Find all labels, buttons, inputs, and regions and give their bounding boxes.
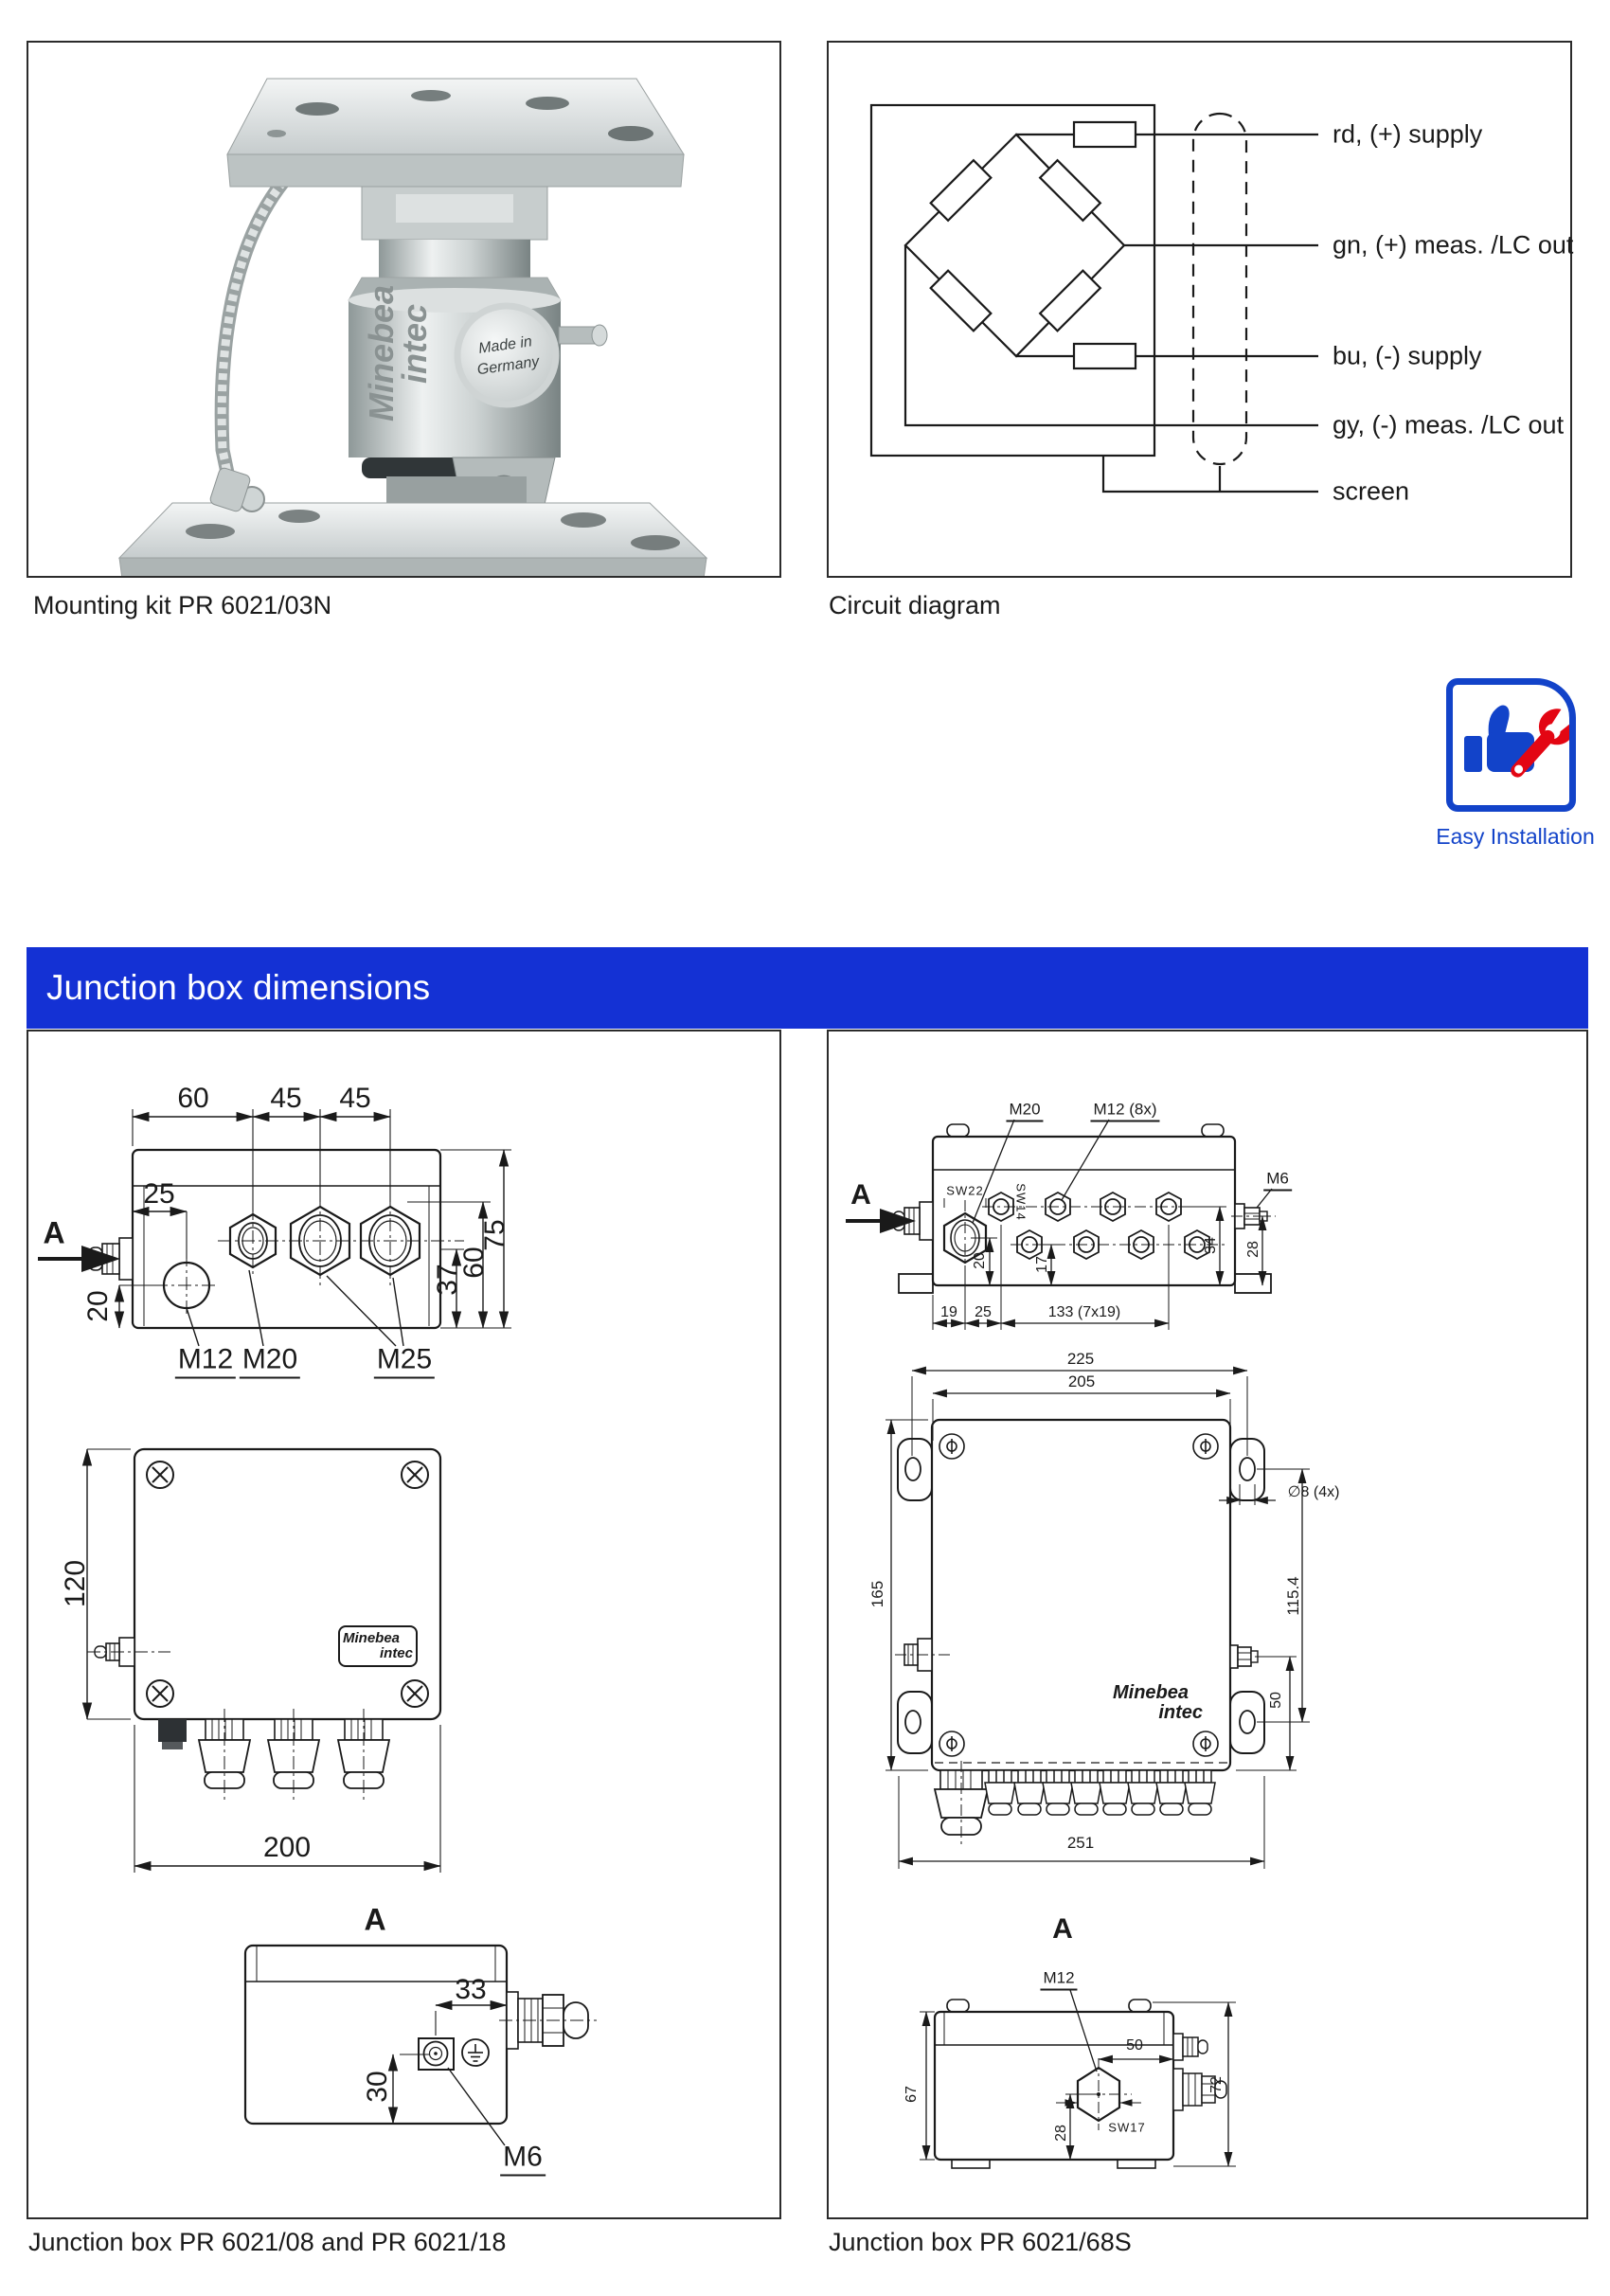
wire-label-rd: rd, (+) supply (1333, 119, 1483, 149)
dim-20: 20 (82, 1290, 114, 1322)
photo-caption: Mounting kit PR 6021/03N (33, 591, 332, 619)
dim-30: 30 (362, 2071, 393, 2103)
dim-17: 17 (1034, 1256, 1050, 1273)
dim-133: 133 (7x19) (1047, 1304, 1121, 1320)
right-drawing-lines (829, 1031, 1586, 2217)
circuit-caption: Circuit diagram (829, 591, 1001, 619)
compensation-resistor-bottom (1074, 344, 1136, 368)
dim-25: 25 (975, 1304, 992, 1320)
circuit-panel (827, 41, 1572, 578)
front-view-geometry (886, 1371, 1310, 1869)
label-m12-bottom: M12 (1040, 1969, 1077, 1991)
small-cable-glands (985, 1770, 1215, 1815)
label-m12: M12 (175, 1344, 236, 1379)
label-m6: M6 (500, 2142, 546, 2177)
dim-165: 165 (868, 1580, 886, 1608)
dim-75: 75 (479, 1219, 510, 1251)
dim-225: 225 (1066, 1350, 1095, 1368)
dim-50-front: 50 (1268, 1692, 1284, 1709)
load-cell (349, 187, 607, 526)
load-cell-outline (871, 105, 1154, 456)
brand-vertical-1: Minebea (362, 284, 401, 422)
bottom-view-geometry (245, 1946, 597, 2145)
dim-60-right: 60 (458, 1247, 490, 1279)
left-drawing-panel (27, 1030, 781, 2219)
left-drawing-caption: Junction box PR 6021/08 and PR 6021/18 (28, 2228, 507, 2256)
right-drawing-caption: Junction box PR 6021/68S (829, 2228, 1132, 2256)
label-m20: M20 (1006, 1101, 1043, 1122)
svg-text:Germany: Germany (475, 353, 541, 379)
wheatstone-bridge (905, 122, 1136, 368)
dim-45a-top: 45 (270, 1083, 302, 1114)
view-arrow-label: A (850, 1179, 871, 1211)
section-banner (27, 947, 1588, 1029)
dim-25: 25 (143, 1178, 175, 1210)
label-sw17: SW17 (1108, 2120, 1146, 2135)
easy-installation-badge (1446, 678, 1576, 812)
mounting-kit-photo (28, 43, 779, 576)
dim-72: 72 (1208, 2076, 1225, 2093)
minebea-logo: Minebea intec (343, 1630, 413, 1661)
dim-34: 34 (1203, 1237, 1219, 1254)
label-m6: M6 (1263, 1170, 1292, 1192)
minebea-logo: Minebea intec (1113, 1682, 1203, 1723)
cable-sheath-dashed-oval (1193, 114, 1246, 464)
dim-37: 37 (432, 1264, 463, 1296)
dim-28: 28 (1245, 1241, 1261, 1258)
photo-panel (27, 41, 781, 578)
label-sw22: SW22 (946, 1183, 984, 1198)
label-m20: M20 (240, 1344, 300, 1379)
top-plate (227, 79, 684, 187)
bottom-view-title: A (1052, 1913, 1073, 1945)
dim-20: 20 (972, 1252, 988, 1269)
dim-200: 200 (262, 1832, 312, 1863)
dim-45b-top: 45 (339, 1083, 371, 1114)
top-view-geometry (846, 1120, 1276, 1330)
right-drawing-panel (827, 1030, 1588, 2219)
wire-label-gn: gn, (+) meas. /LC out (1333, 230, 1574, 260)
svg-text:Made in: Made in (477, 333, 533, 357)
dim-251: 251 (1066, 1834, 1095, 1852)
wire-label-gy: gy, (-) meas. /LC out (1333, 410, 1565, 439)
left-drawing-lines (28, 1031, 779, 2217)
label-m12-8x: M12 (8x) (1090, 1101, 1159, 1122)
view-arrow-label: A (43, 1215, 65, 1250)
brand-vertical-2: intec (395, 303, 434, 384)
dim-67: 67 (903, 2086, 920, 2103)
wire-label-bu: bu, (-) supply (1333, 341, 1482, 370)
easy-installation-caption: Easy Installation (1436, 824, 1595, 849)
label-sw14: SW14 (1013, 1183, 1029, 1221)
dim-19: 19 (940, 1304, 957, 1320)
section-title: Junction box dimensions (46, 968, 431, 1007)
dim-33: 33 (455, 1974, 487, 2005)
cable-glands (199, 1709, 389, 1801)
dim-28-bottom: 28 (1053, 2125, 1069, 2142)
dim-120: 120 (60, 1559, 91, 1608)
cable-glands (935, 1761, 988, 1846)
wire-label-screen: screen (1333, 476, 1410, 506)
dim-50-bottom: 50 (1126, 2037, 1143, 2054)
dim-205: 205 (1067, 1372, 1096, 1390)
label-m25: M25 (374, 1344, 435, 1379)
compensation-resistor-top (1074, 122, 1136, 147)
bottom-view-title: A (364, 1902, 386, 1937)
dim-115-4: 115.4 (1284, 1576, 1302, 1616)
dim-60-top: 60 (177, 1083, 209, 1114)
bottom-view-geometry (920, 1990, 1236, 2168)
thumbs-up-wrench-icon (1453, 685, 1569, 805)
dim-dia8-4x: ∅8 (4x) (1287, 1484, 1340, 1500)
